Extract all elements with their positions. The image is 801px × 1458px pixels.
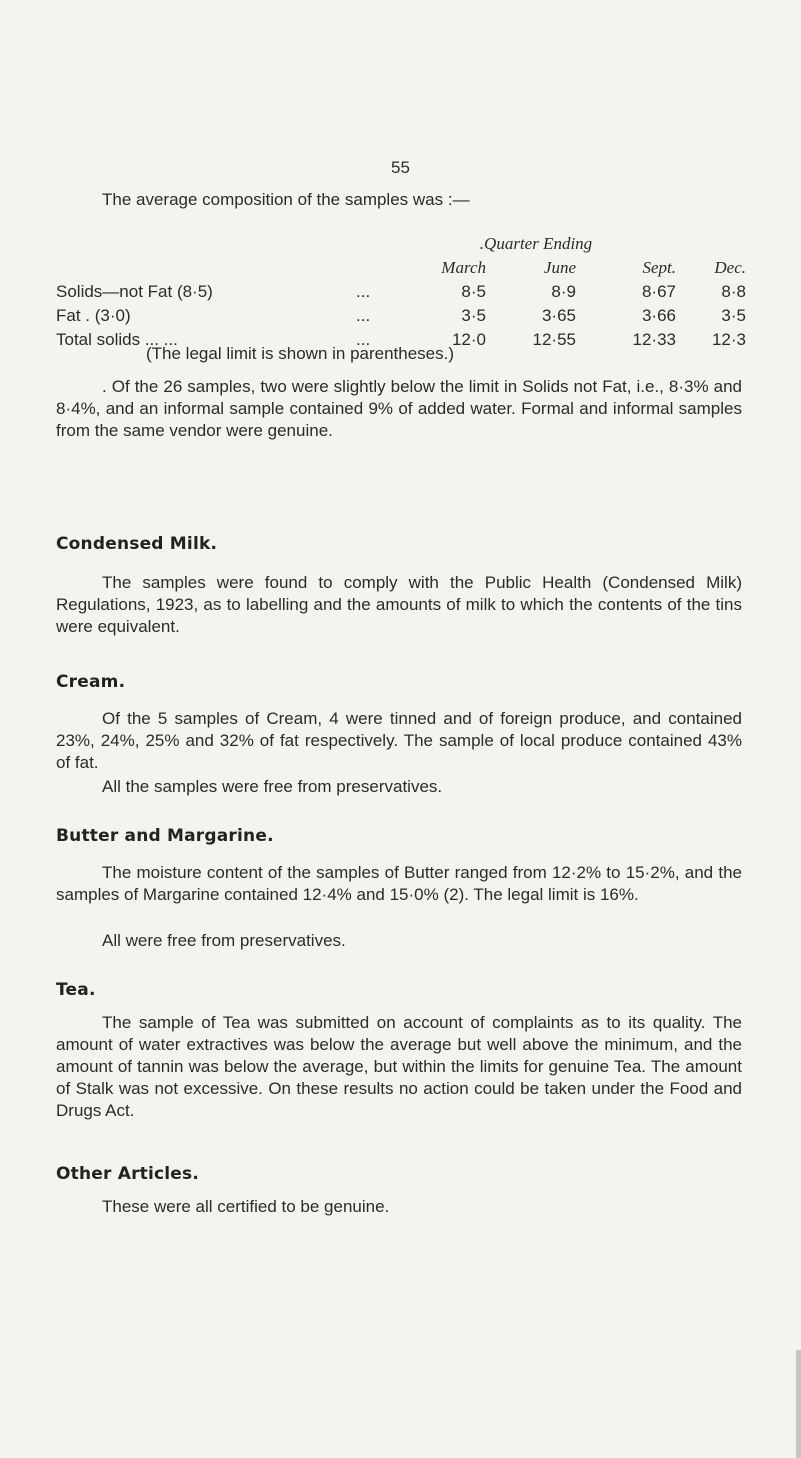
milk-paragraph: . Of the 26 samples, two were slightly below the limit in Solids not Fat, i.e., 8·3% and 8·4%, and an informal sample contained 9% of added water. Formal and informal samples from the same vendor were genuine. [56,377,742,440]
table-cell: 8·9 [551,282,576,301]
paragraph-butter-preservatives: All were free from preservatives. [102,931,346,950]
column-header: June [543,258,576,277]
intro-text: The average composition of the samples was :— [102,190,470,209]
table-cell: 3·5 [721,306,746,325]
page-edge-shadow [796,1350,801,1458]
column-header: Dec. [714,258,746,277]
table-cell: 3·66 [641,306,676,325]
row-leader: ... [356,330,371,349]
page-number: 55 [391,158,410,177]
quarter-ending-header: .Quarter Ending [479,234,593,253]
table-cell: 8·5 [461,282,486,301]
paragraph-condensed-milk: The samples were found to comply with the Public Health (Condensed Milk) Regulations, 1923, as to labelling and the amounts of milk to which the contents of the tins were equivalent. [56,573,742,636]
heading-other-articles: Other Articles. [56,1164,200,1184]
table-cell: 3·65 [541,306,576,325]
heading-tea: Tea. [56,980,96,1000]
composition-table [56,232,746,352]
column-header: Sept. [642,258,676,277]
table-row [56,304,746,328]
paragraph-butter-margarine: The moisture content of the samples of Butter ranged from 12·2% to 15·2%, and the samples of Margarine contained 12·4% and 15·0% (2). The legal limit is 16%. [56,863,742,904]
table-cell: 8·67 [641,282,676,301]
row-label: Fat . (3·0) [56,306,131,325]
heading-cream: Cream. [56,672,126,692]
row-leader: ... [356,306,371,325]
table-cell: 3·5 [461,306,486,325]
table-column-header-row [56,256,746,280]
table-cell: 12·33 [632,330,676,349]
table-cell: 12·3 [711,330,746,349]
table-cell: 12·0 [451,330,486,349]
table-cell: 8·8 [721,282,746,301]
row-label: Solids—not Fat (8·5) [56,282,213,301]
paragraph-tea: The sample of Tea was submitted on account of complaints as to its quality. The amount of water extractives was below the average but well above the minimum, and the amount of tannin was below the average, but within the limits for genuine Tea. The amount of Stalk was not excessive. On these results no action could be taken under the Food and Drugs Act. [56,1013,742,1120]
row-leader: ... [356,282,371,301]
paragraph-cream-preservatives: All the samples were free from preservatives. [102,777,443,796]
table-cell: 12·55 [532,330,576,349]
paragraph-other-articles: These were all certified to be genuine. [102,1197,390,1216]
row-label: Total solids ... ... [56,330,178,349]
table-group-header-row [56,232,746,256]
column-header: March [441,258,486,277]
table-note: (The legal limit is shown in parentheses.) [146,344,455,363]
heading-butter-margarine: Butter and Margarine. [56,826,274,846]
table-row [56,280,746,304]
paragraph-cream: Of the 5 samples of Cream, 4 were tinned and of foreign produce, and contained 23%, 24%, 25% and 32% of fat respectively. The sample of local produce contained 43% of fat. [56,709,742,772]
heading-condensed-milk: Condensed Milk. [56,534,218,554]
